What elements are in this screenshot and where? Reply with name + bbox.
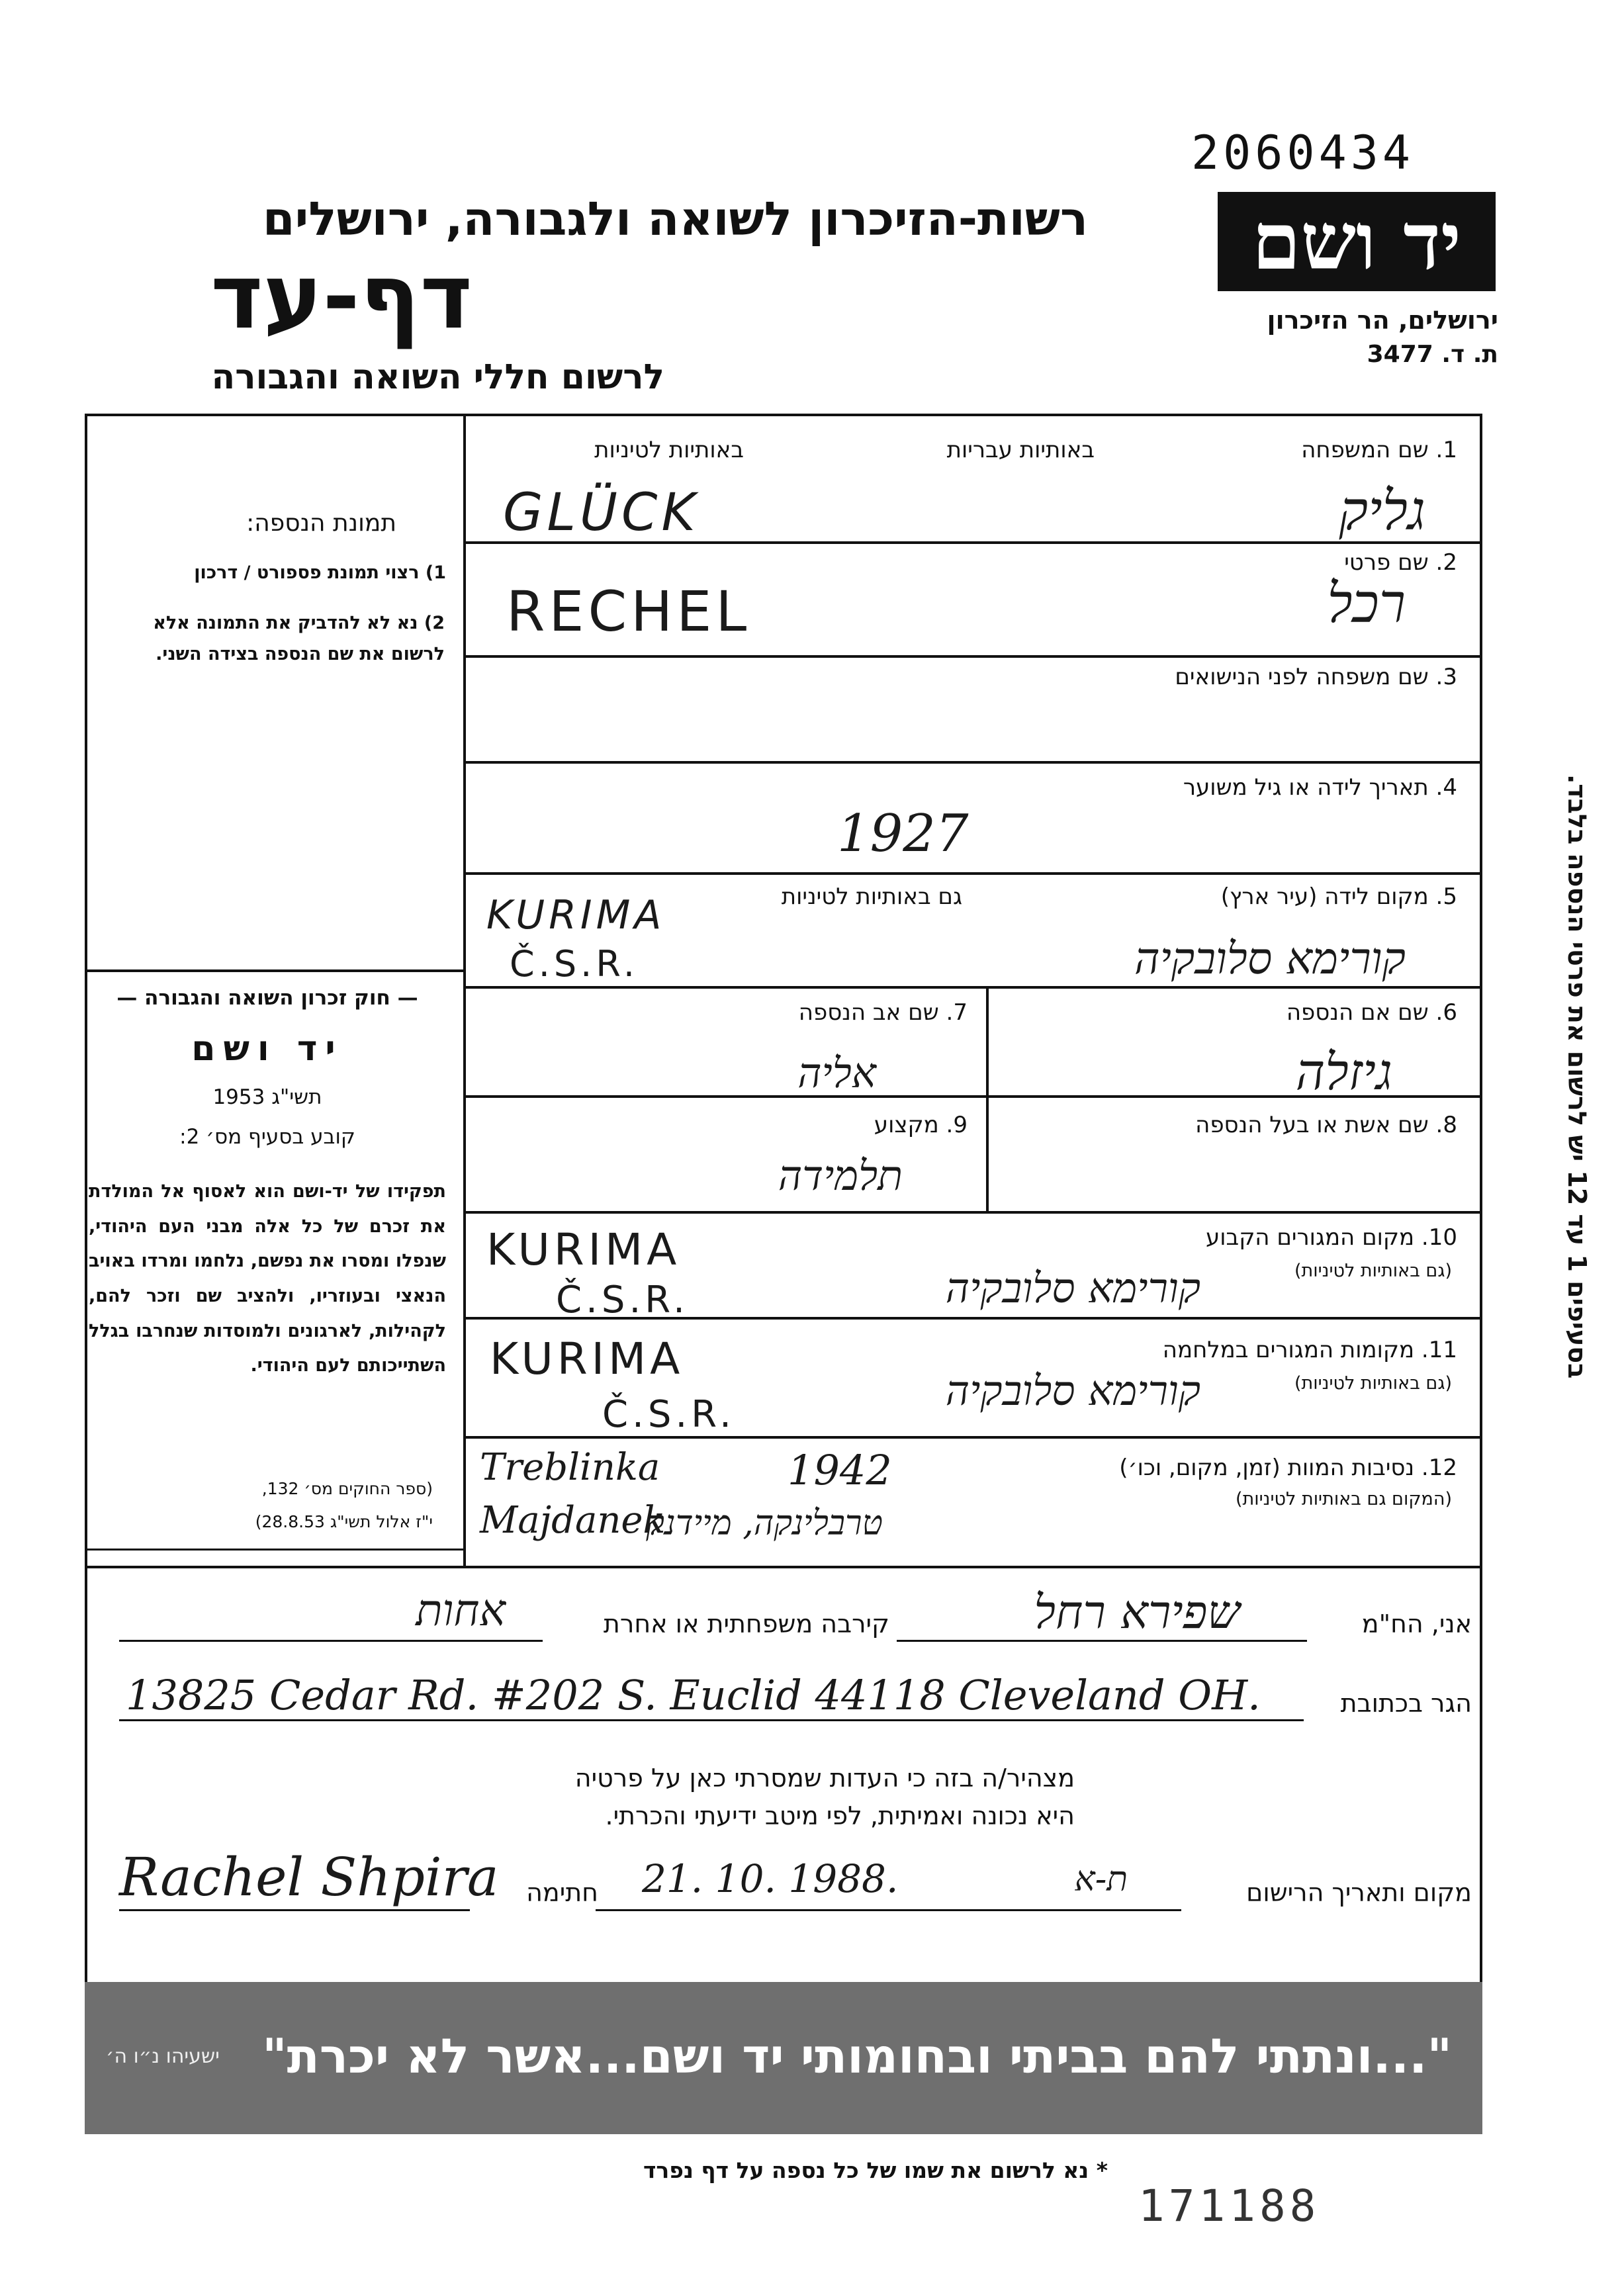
- photo-box-bottom: [85, 969, 466, 972]
- banner-source: ישעיהו נ״ו ה׳: [106, 2045, 220, 2068]
- left-column-divider: [463, 414, 466, 1568]
- field-5-latin-note: גם באותיות לטיניות: [781, 883, 962, 910]
- field-10-latin-value-2[interactable]: Č.S.R.: [556, 1279, 689, 1322]
- field-12-value-2[interactable]: Majdanek: [480, 1499, 666, 1542]
- law-title: — חוק זכרון השואה והגבורה —: [116, 986, 418, 1010]
- field-10-hebrew-value[interactable]: קורימא סלובקיה: [945, 1264, 1200, 1312]
- field-10-latin-value-1[interactable]: KURIMA: [486, 1224, 681, 1275]
- law-citation-2: י"ז אלול תשי"ג 28.8.53): [255, 1512, 433, 1531]
- row-sep-3: [463, 761, 1482, 764]
- field-10-note: (גם באותיות לטיניות): [1294, 1261, 1452, 1281]
- row-sep-5: [463, 986, 1482, 989]
- field-5-hebrew-value[interactable]: קורימא סלובקיה: [1134, 933, 1406, 984]
- place-date-label: מקום ותאריך הרישום: [1246, 1878, 1472, 1907]
- field-11-label: 11. מקומות המגורים במלחמה: [1162, 1337, 1457, 1363]
- row-sep-9: [463, 1436, 1482, 1439]
- field-11-latin-value-1[interactable]: KURIMA: [490, 1333, 684, 1384]
- name-underline: [897, 1640, 1307, 1642]
- form-subtitle: לרשום חללי השואה והגבורה: [211, 357, 664, 397]
- law-citation-1: (ספר החוקים מס׳ 132,: [261, 1479, 433, 1498]
- footer-note: * נא לרשום את שמו של כל נספה על דף נפרד: [643, 2157, 1108, 2183]
- field-12-year[interactable]: 1942: [788, 1446, 892, 1494]
- photo-note-1: 1) רצוי תמונת פספורט / דרכון: [194, 562, 446, 583]
- signature-underline: [119, 1909, 470, 1911]
- field-12-hebrew-value[interactable]: טרבלינקה, מיידנק: [646, 1504, 883, 1543]
- field-8-label: 8. שם אשת או בעל הנספה: [1195, 1112, 1457, 1138]
- field-1-hebrew-value[interactable]: גליק: [1339, 480, 1425, 543]
- field-6-label: 6. שם אם הנספה: [1286, 999, 1457, 1026]
- authority-title: רשות-הזיכרון לשואה ולגבורה, ירושלים: [262, 192, 1088, 246]
- form-title: דף-עד: [210, 245, 473, 349]
- signature-value[interactable]: Rachel Shpira: [119, 1846, 499, 1908]
- field-5-latin-value-1[interactable]: KURIMA: [486, 892, 666, 938]
- field-7-label: 7. שם אב הנספה: [798, 999, 968, 1026]
- field-6-value[interactable]: גיזלה: [1295, 1042, 1392, 1101]
- row-sep-4: [463, 872, 1482, 875]
- address-underline: [119, 1719, 1304, 1721]
- po-box: ת. ד. 3477: [1367, 341, 1498, 368]
- law-name: יד ושם: [191, 1029, 343, 1069]
- field-3-label: 3. שם משפחה לפני הנישואים: [1175, 664, 1457, 690]
- statement-line-1: מצהיר/ה בזה כי העדות שמסרתי כאן על פרטיה: [574, 1764, 1075, 1793]
- address-label: הגר בכתובת: [1340, 1689, 1472, 1718]
- declaration-prefix: אני, הח"מ: [1361, 1609, 1472, 1639]
- place-date-underline: [596, 1909, 1181, 1911]
- stamp-number: 171188: [1138, 2181, 1320, 2231]
- field-1-label: 1. שם המשפחה: [1301, 437, 1457, 463]
- field-10-label: 10. מקום המגורים הקבוע: [1205, 1224, 1457, 1251]
- field-1-hebrew-col: באותיות עבריות: [946, 437, 1095, 463]
- field-5-label: 5. מקום לידה (עיר ארץ): [1220, 883, 1457, 910]
- field-9-value[interactable]: תלמידה: [778, 1151, 903, 1200]
- field-4-label: 4. תאריך לידה או גיל משוער: [1183, 774, 1457, 801]
- logo-address: ירושלים, הר הזיכרון: [1267, 306, 1498, 335]
- field-4-value[interactable]: 1927: [837, 804, 969, 864]
- form-number: 2060434: [1191, 126, 1415, 180]
- field-2-hebrew-value[interactable]: רכל: [1327, 572, 1406, 635]
- field-1-latin-value[interactable]: GLÜCK: [503, 483, 699, 543]
- place-value[interactable]: ת-א: [1074, 1860, 1128, 1899]
- row-sep-2: [463, 655, 1482, 658]
- field-2-label: 2. שם פרטי: [1344, 549, 1457, 576]
- row-sep-7: [463, 1211, 1482, 1214]
- photo-note-2: 2) נא לא להדביק את התמונה אלא לרשום את שם הנספה בצידה השני.: [153, 613, 445, 665]
- field-11-note: (גם באותיות לטיניות): [1294, 1373, 1452, 1394]
- field-5-latin-value-2[interactable]: Č.S.R.: [510, 943, 639, 985]
- field-1-latin-col: באותיות לטיניות: [594, 437, 744, 463]
- field-12-value-1[interactable]: Treblinka: [480, 1446, 660, 1489]
- law-body: תפקידו של יד-ושם הוא לאסוף אל המולדת את זכרם של כל אלה מבני העם היהודי, שנפלו ומסרו את נפשם, נלחמו ומרדו באויב הנאצי ובעוזריו, ולהציב שם וזכר להם, לקהילות, לארגונים ולמוסדות שנחרבו בגלל השתייכותם לעם היהודי.: [89, 1181, 446, 1376]
- date-value[interactable]: 21. 10. 1988.: [642, 1856, 899, 1901]
- photo-box-title: תמונת הנספה:: [246, 510, 396, 537]
- field-7-value[interactable]: אליה: [797, 1049, 876, 1097]
- law-box-bottom: [85, 1549, 466, 1551]
- field-12-label: 12. נסיבות המוות (זמן, מקום, וכו׳): [1119, 1455, 1457, 1481]
- law-year: תשי"ג 1953: [212, 1085, 322, 1109]
- relation-value[interactable]: אחות: [416, 1585, 506, 1636]
- row-6-9-divider: [986, 986, 989, 1211]
- field-9-label: 9. מקצוע: [874, 1112, 968, 1138]
- address-value[interactable]: 13825 Cedar Rd. #202 S. Euclid 44118 Cleveland OH.: [126, 1671, 1261, 1719]
- statement-line-2: היא נכונה ואמיתית, לפי מיטב ידיעתי והכרתי.: [605, 1801, 1075, 1830]
- side-note: בסעיפים 1 עד 12 יש לרשום את פרטי הנספה בלבד.: [1562, 774, 1592, 1379]
- relation-label: קירבה משפחתית או אחרת: [603, 1609, 889, 1639]
- law-section: קובע בסעיף מס׳ 2:: [179, 1125, 355, 1149]
- field-12-note: (המקום גם באותיות לטיניות): [1235, 1489, 1452, 1509]
- yad-vashem-logo: [1218, 192, 1496, 291]
- field-2-latin-value[interactable]: RECHEL: [506, 579, 751, 644]
- field-11-hebrew-value[interactable]: קורימא סלובקיה: [945, 1367, 1200, 1415]
- field-11-latin-value-2[interactable]: Č.S.R.: [602, 1393, 735, 1436]
- signature-label: חתימה: [526, 1878, 598, 1907]
- declarant-name[interactable]: שפירא רחל: [1034, 1585, 1240, 1639]
- relation-underline: [119, 1640, 543, 1642]
- banner-quote: "...ונתתי להם בביתי ובחומותי יד ושם...אשר לא יכרת": [262, 2028, 1452, 2084]
- logo-text: יד ושם: [1251, 195, 1462, 287]
